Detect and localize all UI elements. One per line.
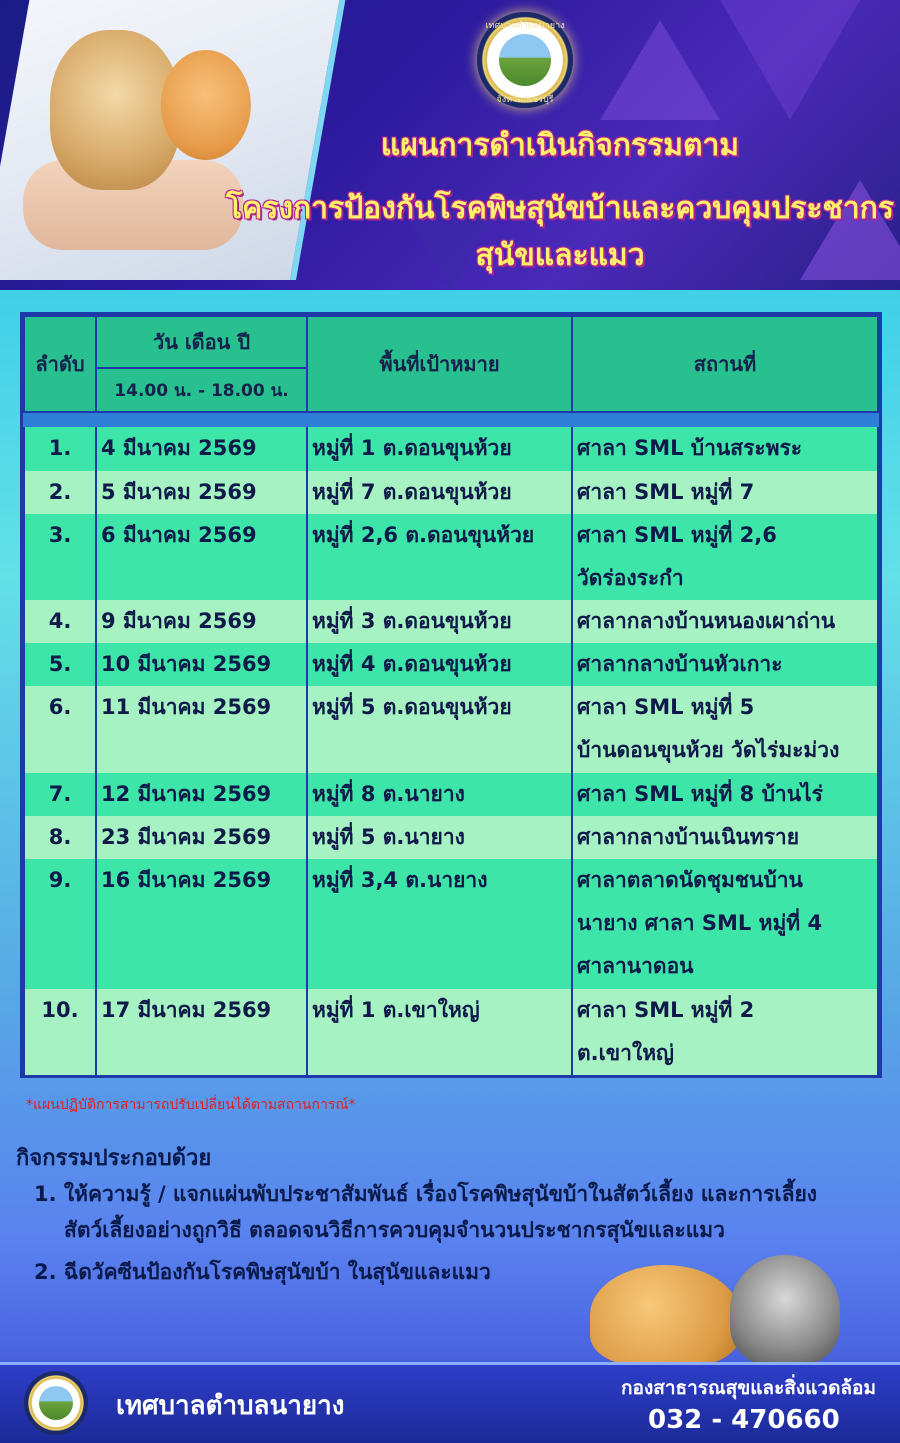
table-body [24, 427, 878, 1075]
row-date: 10 มีนาคม 2569 [96, 643, 307, 686]
table-row [24, 600, 878, 643]
table-row [24, 514, 878, 600]
row-number: 1. [24, 427, 96, 470]
header-area: พื้นที่เป้าหมาย [307, 316, 572, 412]
table-row [24, 859, 878, 989]
header-banner [0, 0, 900, 290]
emblem-landscape [499, 34, 551, 86]
row-place: ศาลา SML หมู่ที่ 2 ต.เขาใหญ่ [572, 989, 878, 1075]
dog-image [590, 1265, 740, 1365]
row-place: ศาลากลางบ้านเนินทราย [572, 816, 878, 859]
header-place: สถานที่ [572, 316, 878, 412]
decor-triangle [720, 0, 860, 120]
row-date: 17 มีนาคม 2569 [96, 989, 307, 1075]
row-number: 10. [24, 989, 96, 1075]
dog-and-cat-image [590, 1255, 850, 1365]
table-row [24, 773, 878, 816]
row-date: 16 มีนาคม 2569 [96, 859, 307, 989]
row-number: 3. [24, 514, 96, 600]
activity-item-1-line2: สัตว์เลี้ยงอย่างถูกวิธี ตลอดจนวิธีการควบคุมจำนวนประชากรสุนัขและแมว [64, 1218, 725, 1242]
row-area: หมู่ที่ 8 ต.นายาง [307, 773, 572, 816]
row-place: ศาลาตลาดนัดชุมชนบ้าน นายาง ศาลา SML หมู่ที่ 4 ศาลานาดอน [572, 859, 878, 989]
row-place: ศาลา SML บ้านสระพระ [572, 427, 878, 470]
schedule-table [20, 312, 882, 1078]
page-title-line1: แผนการดำเนินกิจกรรมตาม [380, 128, 740, 163]
emblem-bottom-text: จังหวัดเพชรบุรี [496, 95, 554, 105]
table-row [24, 643, 878, 686]
row-area: หมู่ที่ 4 ต.ดอนขุนห้วย [307, 643, 572, 686]
table-row [24, 427, 878, 470]
plan-note: *แผนปฏิบัติการสามารถปรับเปลี่ยนได้ตามสถานการณ์* [26, 1097, 356, 1113]
row-number: 6. [24, 686, 96, 772]
row-place: ศาลา SML หมู่ที่ 5 บ้านดอนขุนห้วย วัดไร่มะม่วง [572, 686, 878, 772]
row-area: หมู่ที่ 1 ต.ดอนขุนห้วย [307, 427, 572, 470]
row-number: 2. [24, 471, 96, 514]
header-time: 14.00 น. - 18.00 น. [96, 368, 307, 412]
row-date: 23 มีนาคม 2569 [96, 816, 307, 859]
row-place: ศาลากลางบ้านหัวเกาะ [572, 643, 878, 686]
emblem-landscape [39, 1386, 73, 1420]
header-order: ลำดับ [24, 316, 96, 412]
row-area: หมู่ที่ 1 ต.เขาใหญ่ [307, 989, 572, 1075]
footer-emblem [24, 1371, 88, 1435]
row-number: 7. [24, 773, 96, 816]
row-place: ศาลา SML หมู่ที่ 7 [572, 471, 878, 514]
row-place: ศาลา SML หมู่ที่ 8 บ้านไร่ [572, 773, 878, 816]
table-row [24, 816, 878, 859]
row-area: หมู่ที่ 3,4 ต.นายาง [307, 859, 572, 989]
header-date: วัน เดือน ปี [96, 316, 307, 368]
decor-triangle [600, 20, 720, 120]
row-date: 5 มีนาคม 2569 [96, 471, 307, 514]
row-area: หมู่ที่ 5 ต.ดอนขุนห้วย [307, 686, 572, 772]
table-row [24, 686, 878, 772]
footer-org-name: เทศบาลตำบลนายาง [116, 1391, 345, 1421]
footer-phone: 032 - 470660 [648, 1405, 840, 1435]
activities-heading: กิจกรรมประกอบด้วย [16, 1146, 212, 1171]
footer-department: กองสาธารณสุขและสิ่งแวดล้อม [621, 1377, 876, 1399]
row-date: 11 มีนาคม 2569 [96, 686, 307, 772]
cat-image [730, 1255, 840, 1365]
municipality-emblem [477, 12, 573, 108]
table-row [24, 471, 878, 514]
row-number: 4. [24, 600, 96, 643]
table-row [24, 989, 878, 1075]
row-place: ศาลากลางบ้านหนองเผาถ่าน [572, 600, 878, 643]
row-date: 12 มีนาคม 2569 [96, 773, 307, 816]
footer-bar [0, 1362, 900, 1443]
row-number: 8. [24, 816, 96, 859]
row-number: 5. [24, 643, 96, 686]
page-title-line2: โครงการป้องกันโรคพิษสุนัขบ้าและควบคุมประชากรสุนัขและแมว [226, 191, 894, 273]
activity-item-1-line1: 1. ให้ความรู้ / แจกแผ่นพับประชาสัมพันธ์ เรื่องโรคพิษสุนัขบ้าในสัตว์เลี้ยง และการเลี้ยง [34, 1182, 817, 1206]
row-area: หมู่ที่ 2,6 ต.ดอนขุนห้วย [307, 514, 572, 600]
emblem-top-text: เทศบาลตำบลนายาง [485, 21, 565, 31]
row-date: 6 มีนาคม 2569 [96, 514, 307, 600]
row-area: หมู่ที่ 3 ต.ดอนขุนห้วย [307, 600, 572, 643]
row-date: 9 มีนาคม 2569 [96, 600, 307, 643]
row-place: ศาลา SML หมู่ที่ 2,6 วัดร่องระกำ [572, 514, 878, 600]
row-date: 4 มีนาคม 2569 [96, 427, 307, 470]
row-area: หมู่ที่ 5 ต.นายาง [307, 816, 572, 859]
row-number: 9. [24, 859, 96, 989]
row-area: หมู่ที่ 7 ต.ดอนขุนห้วย [307, 471, 572, 514]
activity-item-2: 2. ฉีดวัคซีนป้องกันโรคพิษสุนัขบ้า ในสุนัขและแมว [34, 1260, 491, 1284]
